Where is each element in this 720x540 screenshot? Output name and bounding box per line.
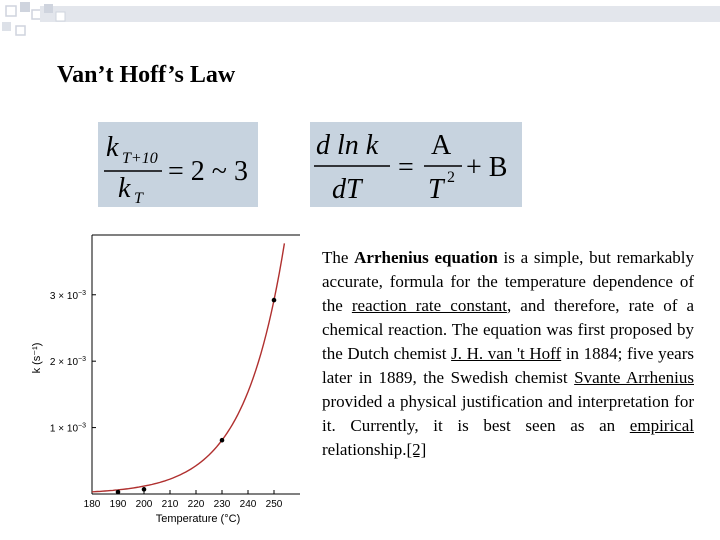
para-text-4: provided a physical justification and interpretation for it. Currently, it is best seen as an	[322, 392, 694, 435]
x-tick-label: 210	[161, 499, 179, 510]
chart-y-ticks	[50, 290, 96, 435]
x-axis-label: Temperature (°C)	[155, 513, 241, 525]
eq2-rhs-numerator: A	[431, 130, 452, 161]
para-text-3: in 1884; five years later in 1889, the Swedish chemist	[322, 344, 694, 387]
y-axis-label: k (s⁻¹)	[31, 342, 43, 374]
eq2-plus-b: + B	[466, 152, 508, 183]
x-tick-label: 190	[109, 499, 127, 510]
arrhenius-description	[322, 246, 694, 462]
eq2-rhs-denominator: T	[428, 174, 444, 205]
chart-points	[116, 298, 277, 495]
y-tick-label: $2 \times 10^{-3}$	[49, 356, 86, 369]
decorative-squares	[0, 0, 720, 40]
para-text-2: , and therefore, rate of a chemical reaction. The equation was first proposed by the Dutch chemist	[322, 296, 695, 363]
data-point	[116, 490, 121, 495]
para-text-1: is a simple, but remarkably accurate, formula for the temperature dependence of the	[322, 248, 694, 315]
rate-curve	[92, 243, 284, 491]
x-tick-label: 240	[239, 499, 257, 510]
x-tick-label: 250	[265, 499, 283, 510]
x-tick-label: 220	[187, 499, 205, 510]
x-tick-label: 200	[135, 499, 153, 510]
eq1-numerator-k: k	[106, 132, 119, 163]
eq1-denominator-k: k	[118, 173, 131, 204]
x-tick-label: 230	[213, 499, 231, 510]
equation-box-vant-hoff	[310, 122, 522, 207]
para-intro: The	[322, 248, 355, 267]
link-empirical[interactable]: empirical	[629, 416, 694, 435]
x-tick-label: 180	[83, 499, 101, 510]
y-tick-label: $1 \times 10^{-3}$	[49, 422, 86, 435]
arrhenius-rate-chart	[28, 228, 306, 528]
link-van-t-hoff[interactable]: J. H. van 't Hoff	[451, 344, 562, 363]
chart-axes	[92, 235, 300, 494]
link-reaction-rate-constant[interactable]: reaction rate constant	[351, 296, 507, 315]
data-point	[272, 298, 277, 303]
chart-x-ticks	[84, 490, 283, 510]
para-term-arrhenius: Arrhenius equation	[354, 248, 498, 267]
eq2-lhs-numerator: d ln k	[316, 130, 379, 161]
link-reference-2[interactable]: [2]	[406, 440, 427, 459]
data-point	[142, 487, 147, 492]
eq1-numerator-subscript: T+10	[122, 150, 158, 167]
link-svante-arrhenius[interactable]: Svante Arrhenius	[574, 368, 694, 387]
para-text-5: relationship.	[322, 440, 407, 459]
slide-title: Van’t Hoff’s Law	[57, 62, 236, 88]
eq2-lhs-denominator: dT	[332, 174, 362, 205]
equation-box-rate-ratio	[98, 122, 258, 207]
data-point	[220, 438, 225, 443]
eq1-denominator-subscript: T	[134, 190, 143, 207]
y-tick-label: $3 \times 10^{-3}$	[49, 289, 86, 302]
eq1-rhs: = 2 ~ 3	[168, 156, 248, 187]
eq2-equals: =	[398, 152, 414, 183]
eq2-rhs-exponent: 2	[447, 169, 455, 186]
